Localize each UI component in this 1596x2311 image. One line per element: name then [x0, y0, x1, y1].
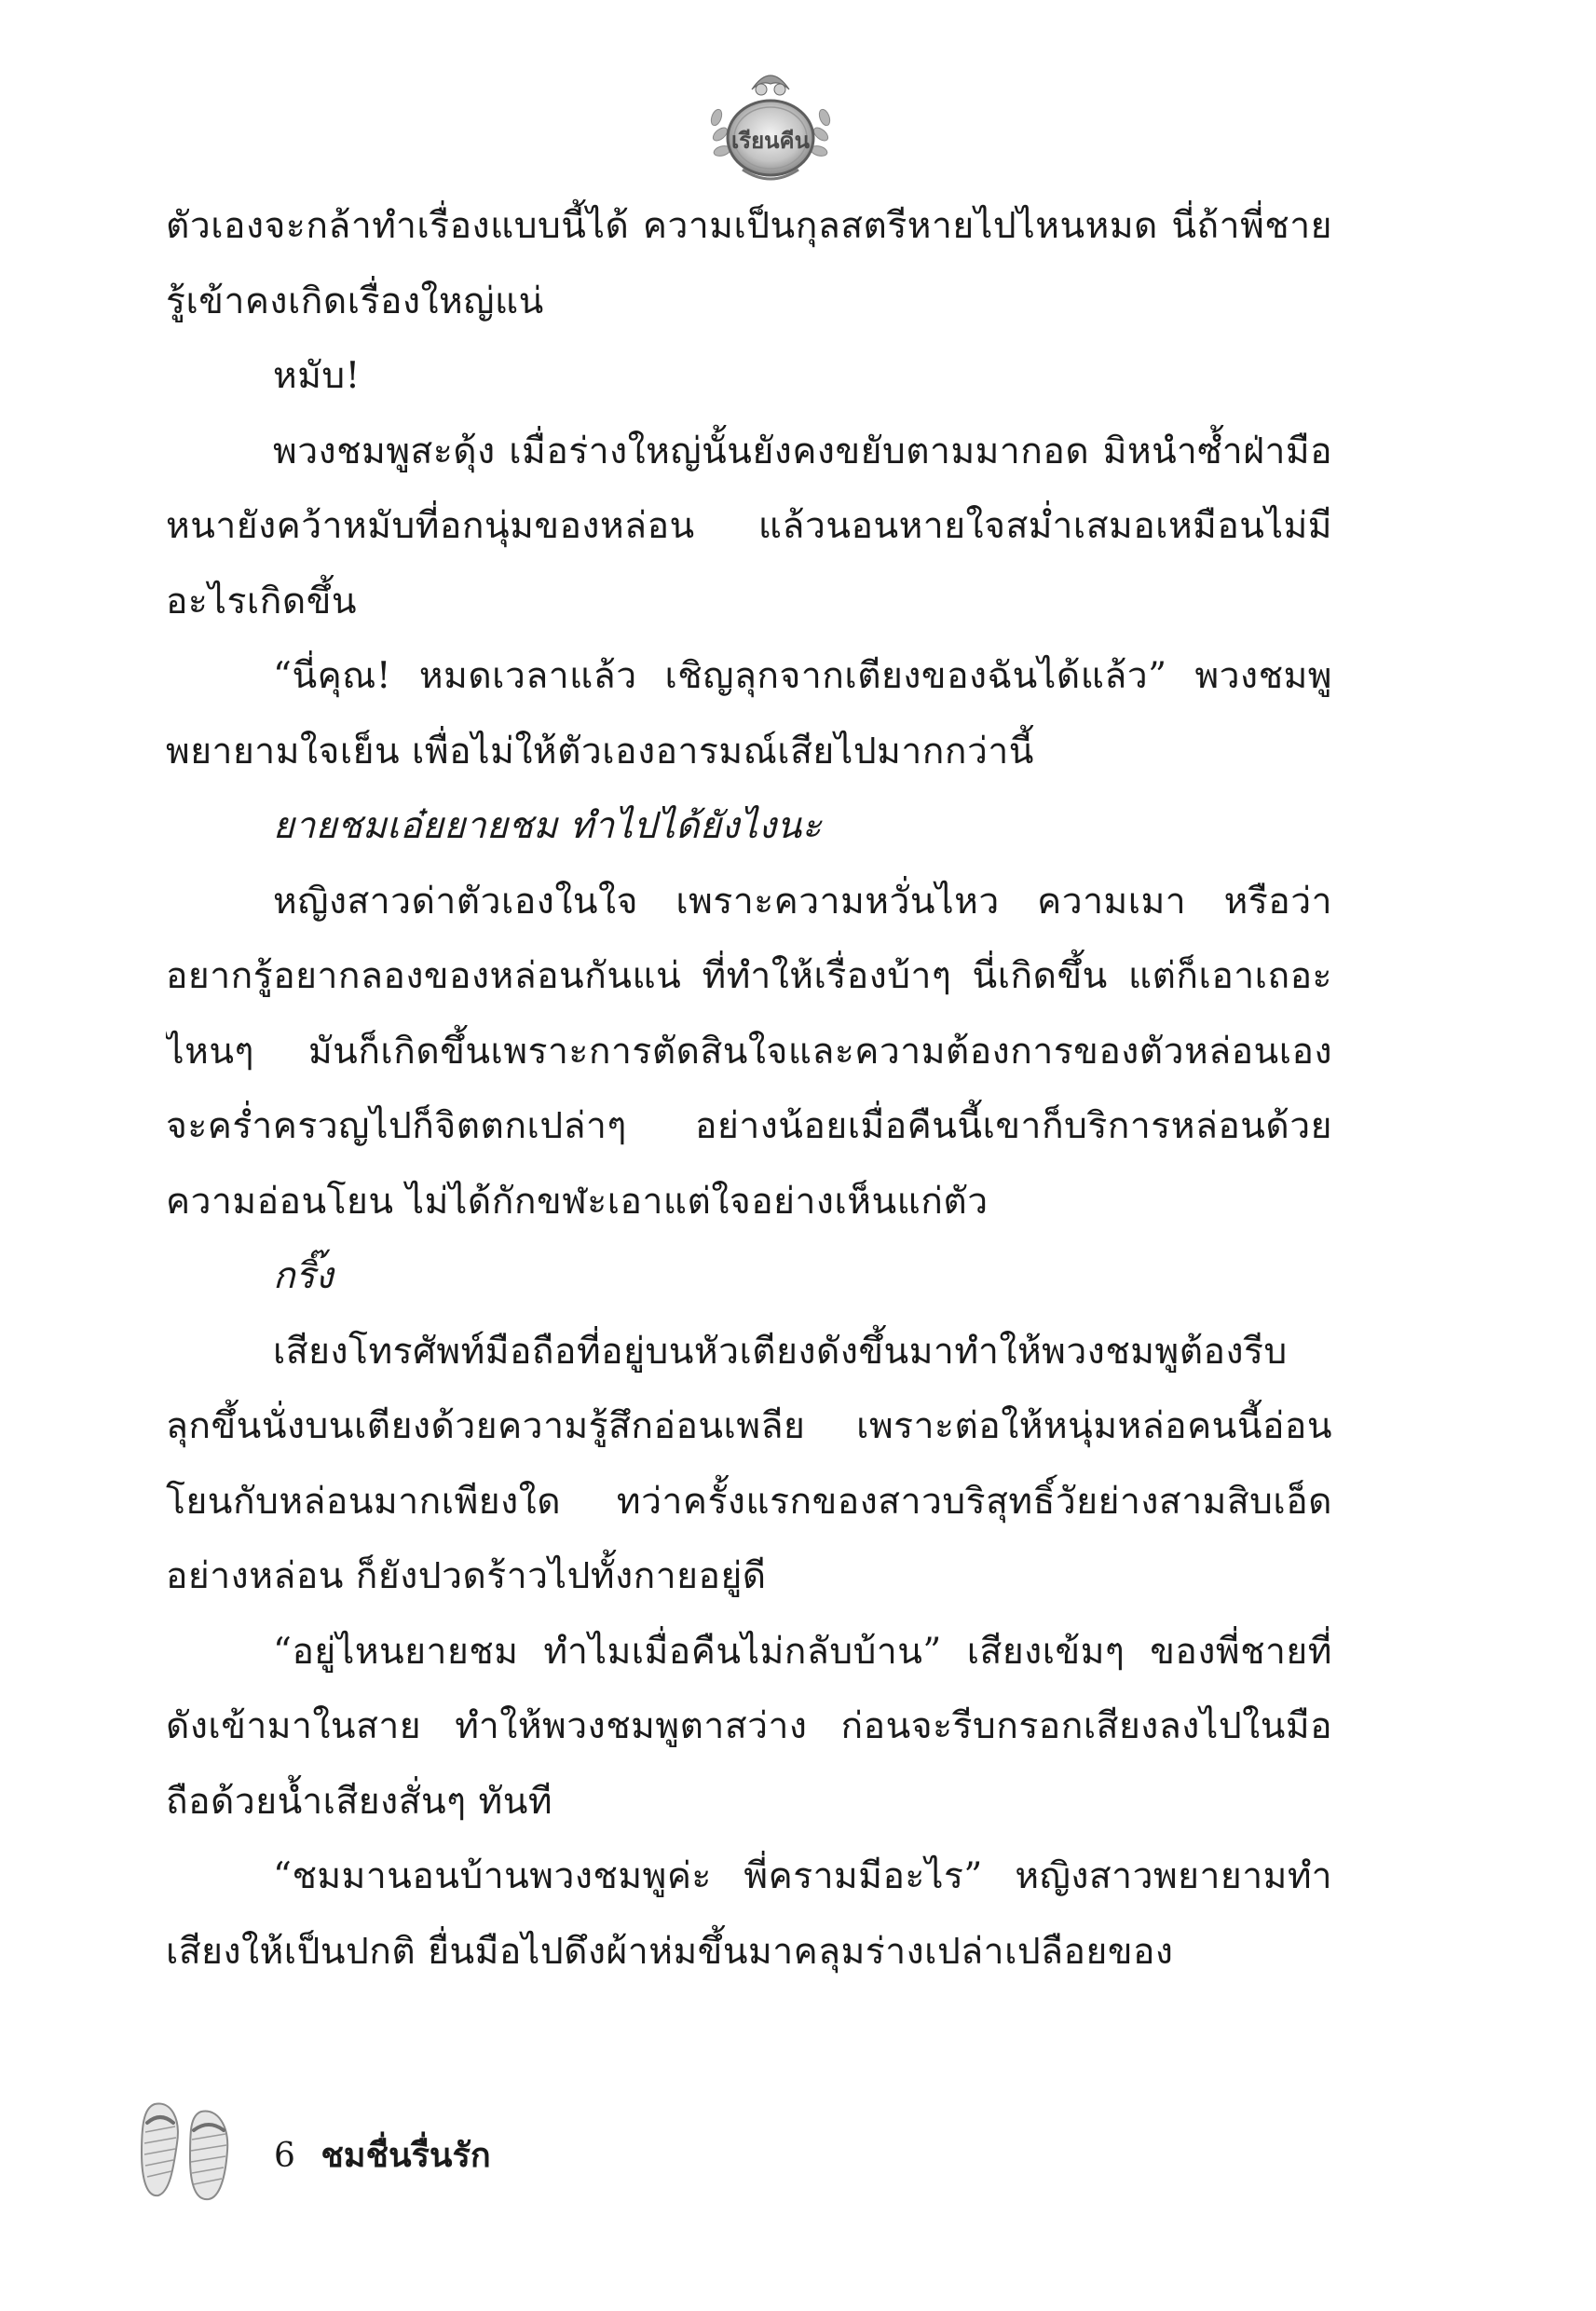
body-paragraph: พวงชมพูสะดุ้ง เมื่อร่างใหญ่นั้นยังคงขยับตามมากอด มิหนำซ้ำฝ่ามือหนายังคว้าหมับที่อกนุ่มของหล่อน แล้วนอนหายใจสม่ำเสมอเหมือนไม่มีอะไรเกิดขึ้น	[166, 430, 1332, 622]
body-paragraph: หมับ!	[273, 355, 361, 397]
body-paragraph: “ชมมานอนบ้านพวงชมพูค่ะ พี่ครามมีอะไร” หญิงสาวพยายามทำเสียงให้เป็นปกติ ยื่นมือไปดึงผ้าห่มขึ้นมาคลุมร่างเปล่าเปลือยของ	[166, 1855, 1332, 1973]
page-footer	[136, 2095, 695, 2207]
sandals-icon	[136, 2095, 240, 2205]
body-paragraph: กริ๊ง	[273, 1255, 334, 1297]
body-paragraph: “นี่คุณ! หมดเวลาแล้ว เชิญลุกจากเตียงของฉันได้แล้ว” พวงชมพูพยายามใจเย็น เพื่อไม่ให้ตัวเองอารมณ์เสียไปมากกว่านี้	[166, 655, 1332, 773]
page-body	[166, 189, 1332, 2090]
body-paragraph: ตัวเองจะกล้าทำเรื่องแบบนี้ได้ ความเป็นกุลสตรีหายไปไหนหมด นี่ถ้าพี่ชายรู้เข้าคงเกิดเรื่องใหญ่แน่	[166, 205, 1332, 322]
body-paragraph: ยายชมเอ๋ยยายชม ทำไปได้ยังไงนะ	[273, 805, 823, 847]
body-paragraph: เสียงโทรศัพท์มือถือที่อยู่บนหัวเตียงดังขึ้นมาทำให้พวงชมพูต้องรีบลุกขึ้นนั่งบนเตียงด้วยความรู้สึกอ่อนเพลีย เพราะต่อให้หนุ่มหล่อคนนี้อ่อนโยนกับหล่อนมากเพียงใด ทว่าครั้งแรกของสาวบริสุทธิ์วัยย่างสามสิบเอ็ดอย่างหล่อน ก็ยังปวดร้าวไปทั้งกายอยู่ดี	[166, 1330, 1332, 1597]
page-number: 6	[274, 2137, 295, 2175]
logo-text: เรียนคีน	[730, 128, 811, 154]
body-paragraph: “อยู่ไหนยายชม ทำไมเมื่อคืนไม่กลับบ้าน” เสียงเข้มๆ ของพี่ชายที่ดังเข้ามาในสาย ทำให้พวงชมพูตาสว่าง ก่อนจะรีบกรอกเสียงลงไปในมือถือด้วยน้ำเสียงสั่นๆ ทันที	[166, 1630, 1332, 1823]
body-paragraph: หญิงสาวด่าตัวเองในใจ เพราะความหวั่นไหว ความเมา หรือว่าอยากรู้อยากลองของหล่อนกันแน่ ที่ทำให้เรื่องบ้าๆ นี่เกิดขึ้น แต่ก็เอาเถอะ ไหนๆ มันก็เกิดขึ้นเพราะการตัดสินใจและความต้องการของตัวหล่อนเอง จะคร่ำครวญไปก็จิตตกเปล่าๆ อย่างน้อยเมื่อคืนนี้เขาก็บริการหล่อนด้วยความอ่อนโยน ไม่ได้กักขฬะเอาแต่ใจอย่างเห็นแก่ตัว	[166, 880, 1332, 1223]
book-title: ชมชื่นรื่นรัก	[321, 2136, 491, 2175]
publisher-seal-icon	[700, 52, 841, 192]
